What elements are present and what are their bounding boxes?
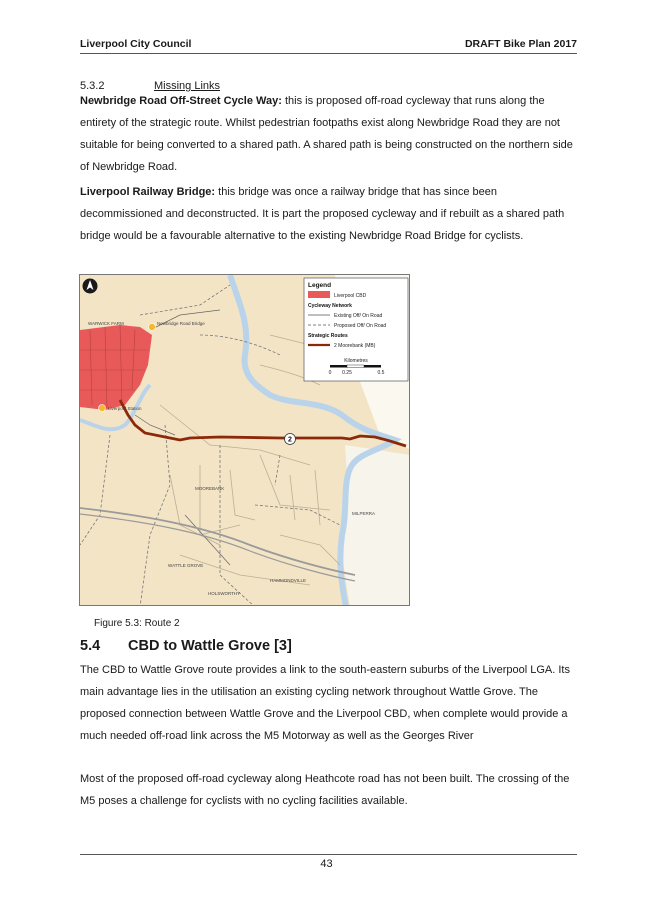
paragraph-railway-bridge bbox=[80, 181, 577, 247]
figure-caption: Figure 5.3: Route 2 bbox=[94, 618, 180, 629]
legend-cbd-swatch bbox=[308, 291, 330, 298]
paragraph-railway-bridge-body: this bridge was once a railway bridge that has since been decommissioned and deconstructed. It is part the proposed cycleway and if rebuilt as a shared path bridge would be a favourable alternative to the existing Newbridge Road Bridge for cyclists. bbox=[80, 186, 565, 242]
map-legend bbox=[304, 278, 408, 381]
header-organisation: Liverpool City Council bbox=[80, 38, 192, 50]
header-document-title: DRAFT Bike Plan 2017 bbox=[464, 38, 577, 50]
map-label-moorebank: MOOREBANK bbox=[195, 486, 225, 491]
legend-scale-seg-3 bbox=[364, 365, 381, 368]
legend-network-heading: Cycleway Network bbox=[308, 303, 352, 309]
map-label-wattle-grove: WATTLE GROVE bbox=[168, 563, 204, 568]
section-title: Missing Links bbox=[154, 80, 221, 92]
page-number: 43 bbox=[320, 858, 333, 870]
map-point-2 bbox=[99, 405, 106, 412]
legend-routes-heading: Strategic Routes bbox=[308, 333, 348, 339]
legend-route-label: 2 Moorebank (MB) bbox=[334, 343, 376, 349]
legend-existing-label: Existing Off/ On Road bbox=[334, 313, 383, 319]
legend-scale-tick-1: 0.25 bbox=[342, 370, 352, 376]
legend-scale-tick-2: 0.5 bbox=[377, 370, 385, 376]
route-marker-label: 2 bbox=[288, 436, 292, 444]
paragraph-newbridge-road-lead: Newbridge Road Off-Street Cycle Way: bbox=[80, 95, 282, 107]
map-label-holsworthy: HOLSWORTHY bbox=[208, 591, 241, 596]
paragraph-newbridge-road-body: this is proposed off-road cycleway that runs along the entirety of the strategic route. Whilst pedestrian footpaths exist along Newbridge Road they are not suitable for being converted to a shared path. A shared path is being constructed on the northern side of Newbridge Road. bbox=[80, 95, 573, 173]
paragraph-heathcote-road: Most of the proposed off-road cycleway along Heathcote road has not been built. The crossing of the M5 poses a challenge for cyclists with no cycling facilities available. bbox=[80, 773, 570, 807]
legend-scale-seg-2 bbox=[347, 365, 364, 368]
paragraph-newbridge-road bbox=[80, 90, 577, 178]
map-label-hammondville: HAMMONDVILLE bbox=[270, 578, 307, 583]
map-label-milperra: MILPERRA bbox=[352, 511, 376, 516]
legend-scale-unit: Kilometres bbox=[344, 358, 368, 364]
route-map bbox=[79, 274, 410, 606]
page-header bbox=[80, 38, 577, 54]
map-point-1 bbox=[149, 324, 156, 331]
map-label-warwick-farm: WARWICK FARM bbox=[88, 321, 124, 326]
legend-title: Legend bbox=[308, 282, 332, 289]
legend-proposed-label: Proposed Off/ On Road bbox=[334, 323, 387, 329]
north-arrow-icon bbox=[83, 279, 98, 294]
legend-scale-seg-1 bbox=[330, 365, 347, 368]
paragraph-route-overview: The CBD to Wattle Grove route provides a link to the south-eastern suburbs of the Liverpool LGA. Its main advantage lies in the utilisation an existing cycling network throughout Wattle Grove. The proposed connection between Wattle Grove and the Liverpool CBD, when complete would provide a much needed off-road link across the M5 Motorway as well as the Georges River bbox=[80, 664, 570, 742]
paragraph-railway-bridge-lead: Liverpool Railway Bridge: bbox=[80, 186, 216, 198]
route-map-svg bbox=[80, 275, 410, 606]
legend-cbd-label: Liverpool CBD bbox=[334, 293, 367, 299]
section-number: 5.3.2 bbox=[80, 80, 105, 92]
heading-title: CBD to Wattle Grove [3] bbox=[128, 638, 292, 654]
legend-scale-tick-0: 0 bbox=[328, 370, 332, 376]
map-point-1-label: Newbridge Road Bridge bbox=[157, 321, 205, 326]
footer-rule bbox=[80, 854, 577, 855]
heading-number: 5.4 bbox=[80, 638, 101, 654]
map-point-2-label: Liverpool Station bbox=[108, 406, 142, 411]
